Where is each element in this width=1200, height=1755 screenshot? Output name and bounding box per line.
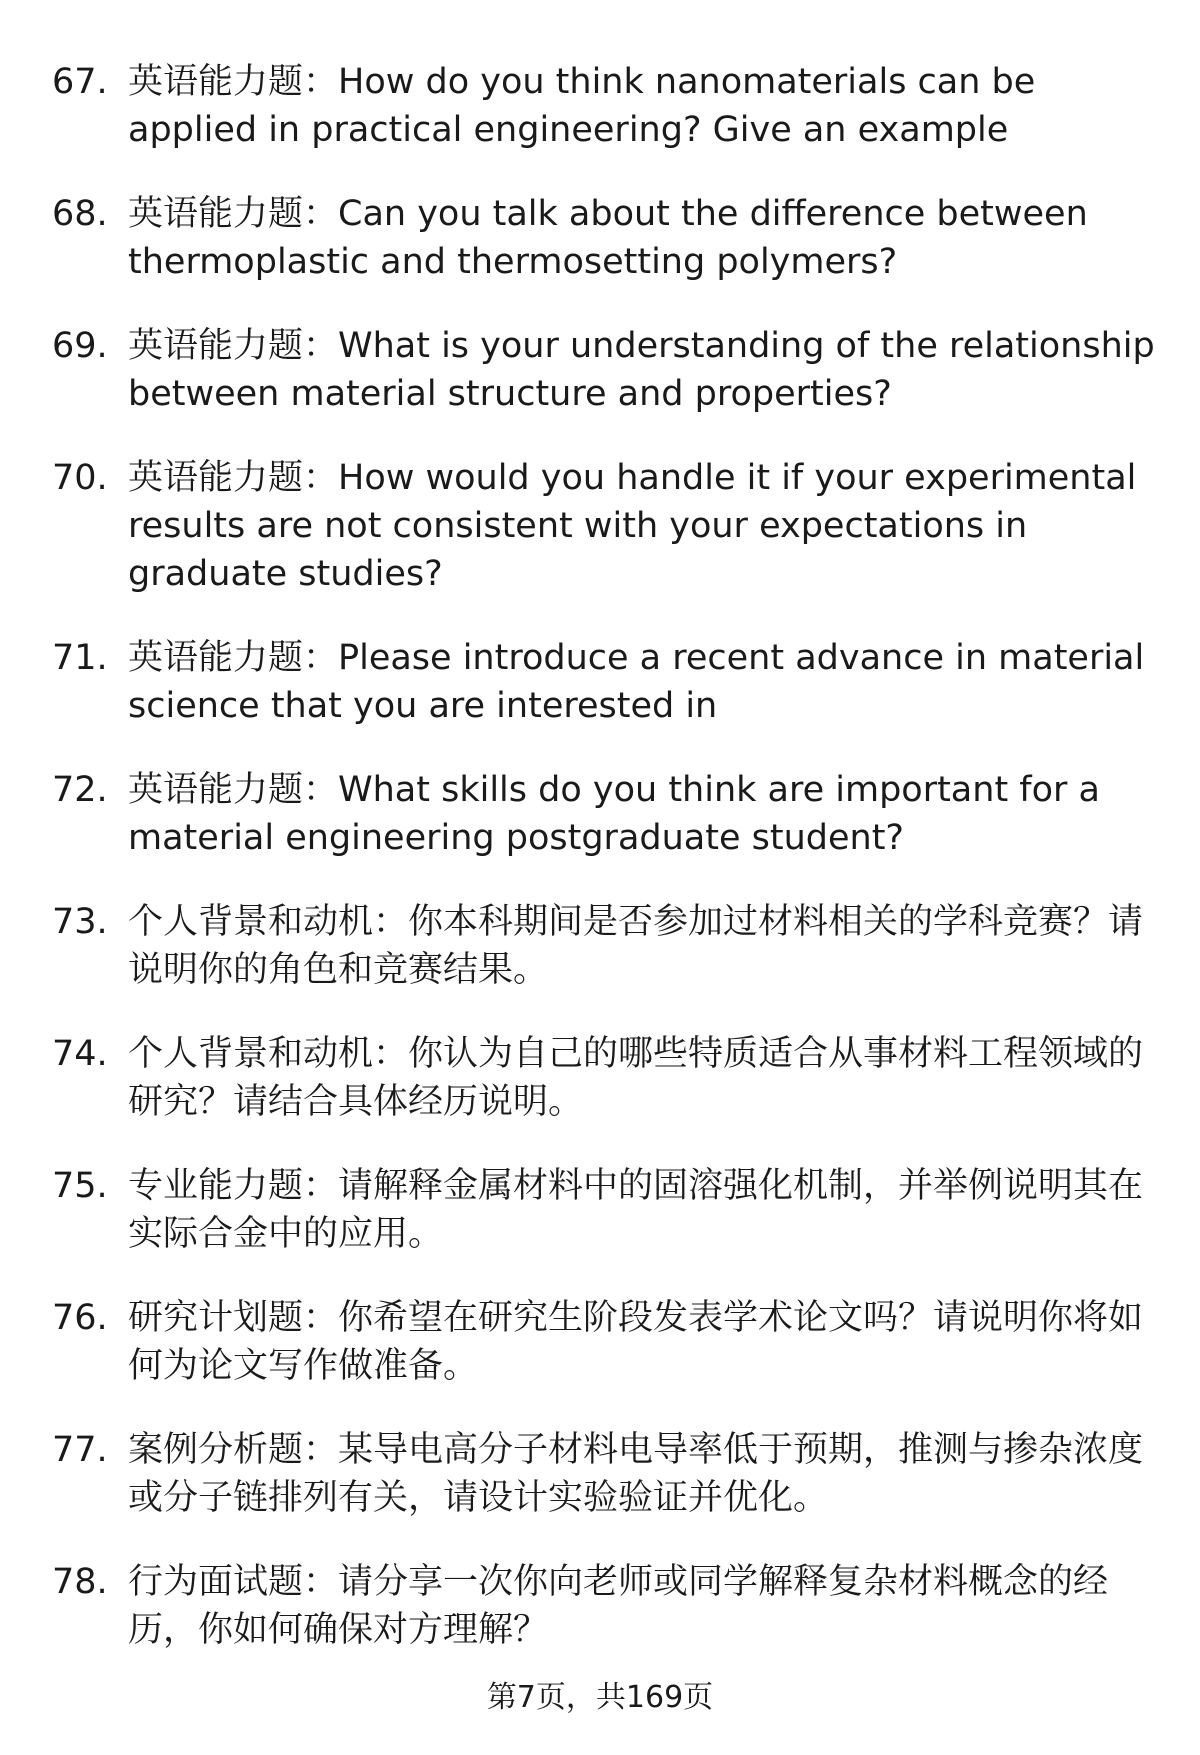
question-text: 研究计划题：你希望在研究生阶段发表学术论文吗？请说明你将如何为论文写作做准备。 [128,1298,1144,1386]
question-text: 英语能力题：What skills do you think are important for a material engineering postgraduate student? [128,770,1100,858]
question-text: 专业能力题：请解释金属材料中的固溶强化机制，并举例说明其在实际合金中的应用。 [128,1166,1144,1254]
question-item [52,1162,1162,1258]
question-text: 案例分析题：某导电高分子材料电导率低于预期，推测与掺杂浓度或分子链排列有关，请设计实验验证并优化。 [128,1430,1144,1518]
question-number: 74. [52,1034,108,1074]
question-item [52,766,1162,862]
question-number: 71. [52,638,108,678]
question-list [52,58,1162,1690]
question-number: 68. [52,194,108,234]
question-number: 70. [52,458,108,498]
question-number: 75. [52,1166,108,1206]
question-number: 78. [52,1562,108,1602]
question-text: 个人背景和动机：你认为自己的哪些特质适合从事材料工程领域的研究？请结合具体经历说明。 [128,1034,1144,1122]
question-item [52,454,1162,598]
question-item [52,190,1162,286]
question-item [52,898,1162,994]
question-text: 个人背景和动机：你本科期间是否参加过材料相关的学科竞赛？请说明你的角色和竞赛结果。 [128,902,1144,990]
question-number: 69. [52,326,108,366]
question-number: 72. [52,770,108,810]
question-text: 英语能力题：How would you handle it if your experimental results are not consistent with your expectations in graduate studies? [128,458,1137,594]
question-item [52,634,1162,730]
question-number: 73. [52,902,108,942]
question-text: 英语能力题：What is your understanding of the relationship between material structure and properties? [128,326,1155,414]
question-number: 67. [52,62,108,102]
question-number: 76. [52,1298,108,1338]
question-item [52,1030,1162,1126]
page-footer: 第7页，共169页 [486,1680,714,1715]
question-item [52,58,1162,154]
question-item [52,1426,1162,1522]
question-number: 77. [52,1430,108,1470]
question-text: 行为面试题：请分享一次你向老师或同学解释复杂材料概念的经历，你如何确保对方理解？ [128,1562,1109,1650]
question-item [52,1294,1162,1390]
question-item [52,322,1162,418]
question-text: 英语能力题：How do you think nanomaterials can be applied in practical engineering? Give an example [128,62,1036,150]
question-text: 英语能力题：Can you talk about the difference between thermoplastic and thermosetting polymers? [128,194,1088,282]
question-item [52,1558,1162,1654]
question-text: 英语能力题：Please introduce a recent advance in material science that you are interested in [128,638,1145,726]
